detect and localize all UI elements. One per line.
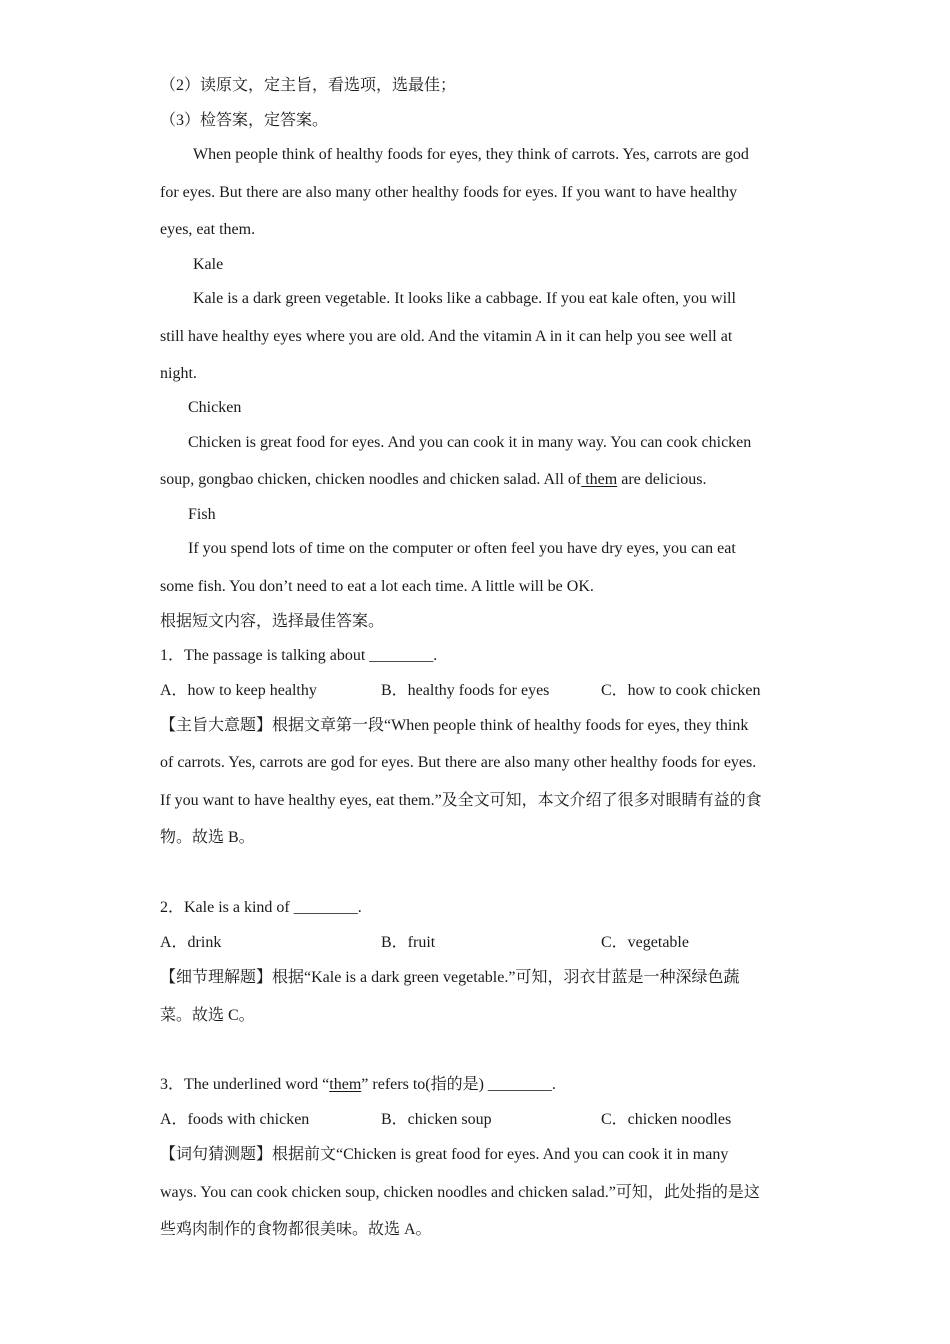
passage-intro-line-1: When people think of healthy foods for eyes, they think of carrots. Yes, carrots are god — [193, 146, 749, 163]
q3-explanation-line-1: 【词句猜测题】根据前文“Chicken is great food for eyes. And you can cook it in many — [160, 1146, 729, 1163]
kale-heading: Kale — [193, 256, 224, 273]
passage-intro-line-3: eyes, eat them. — [160, 221, 256, 238]
passage-intro-line-2: for eyes. But there are also many other healthy foods for eyes. If you want to have healthy — [160, 184, 738, 201]
step-2-line: （2）读原文，定主旨，看选项，选最佳； — [160, 77, 457, 94]
kale-line-3: night. — [160, 365, 197, 382]
fish-heading: Fish — [188, 506, 216, 523]
q3-option-b: B．chicken soup — [381, 1111, 492, 1128]
step-3-line: （3）检答案，定答案。 — [160, 112, 329, 129]
instruction: 根据短文内容，选择最佳答案。 — [160, 613, 385, 630]
q3-option-c: C．chicken noodles — [601, 1111, 732, 1128]
kale-line-2: still have healthy eyes where you are old. And the vitamin A in it can help you see well at — [160, 328, 733, 345]
q1-stem: 1．The passage is talking about ________. — [160, 647, 438, 664]
q3-stem-start: 3．The underlined word “ — [160, 1076, 330, 1093]
fish-line-2: some fish. You don’t need to eat a lot each time. A little will be OK. — [160, 578, 594, 595]
q3-stem-end: ” refers to(指的是) ________. — [361, 1076, 556, 1093]
q2-option-c: C．vegetable — [601, 934, 689, 951]
q1-explanation-line-1: 【主旨大意题】根据文章第一段“When people think of healthy foods for eyes, they think — [160, 717, 749, 734]
q3-explanation-line-2: ways. You can cook chicken soup, chicken noodles and chicken salad.”可知，此处指的是这 — [160, 1184, 760, 1201]
q2-explanation-line-1: 【细节理解题】根据“Kale is a dark green vegetable.”可知，羽衣甘蓝是一种深绿色蔬 — [160, 969, 740, 986]
q1-explanation-line-4: 物。故选 B。 — [160, 829, 255, 846]
q2-option-a: A．drink — [160, 934, 222, 951]
q2-explanation-line-2: 菜。故选 C。 — [160, 1007, 255, 1024]
chicken-line-2-text: soup, gongbao chicken, chicken noodles and chicken salad. All of — [160, 471, 582, 488]
chicken-line-2-end: are delicious. — [617, 471, 707, 488]
q3-stem — [160, 1075, 556, 1095]
q2-option-b: B．fruit — [381, 934, 436, 951]
q1-option-a: A．how to keep healthy — [160, 682, 317, 699]
kale-line-1: Kale is a dark green vegetable. It looks like a cabbage. If you eat kale often, you will — [193, 290, 736, 307]
q2-stem: 2．Kale is a kind of ________. — [160, 899, 362, 916]
chicken-line-2 — [160, 470, 707, 490]
underlined-word-them: them — [581, 471, 618, 488]
q1-explanation-line-3: If you want to have healthy eyes, eat them.”及全文可知，本文介绍了很多对眼睛有益的食 — [160, 792, 762, 809]
chicken-line-1: Chicken is great food for eyes. And you can cook it in many way. You can cook chicken — [188, 434, 752, 451]
q1-explanation-line-2: of carrots. Yes, carrots are god for eyes. But there are also many other healthy foods for eyes. — [160, 754, 757, 771]
q3-explanation-line-3: 些鸡肉制作的食物都很美味。故选 A。 — [160, 1221, 432, 1238]
q3-underlined-them: them — [329, 1076, 362, 1093]
q3-option-a: A．foods with chicken — [160, 1111, 310, 1128]
fish-line-1: If you spend lots of time on the computer or often feel you have dry eyes, you can eat — [188, 540, 736, 557]
q1-option-c: C．how to cook chicken — [601, 682, 761, 699]
q1-option-b: B．healthy foods for eyes — [381, 682, 550, 699]
chicken-heading: Chicken — [188, 399, 242, 416]
